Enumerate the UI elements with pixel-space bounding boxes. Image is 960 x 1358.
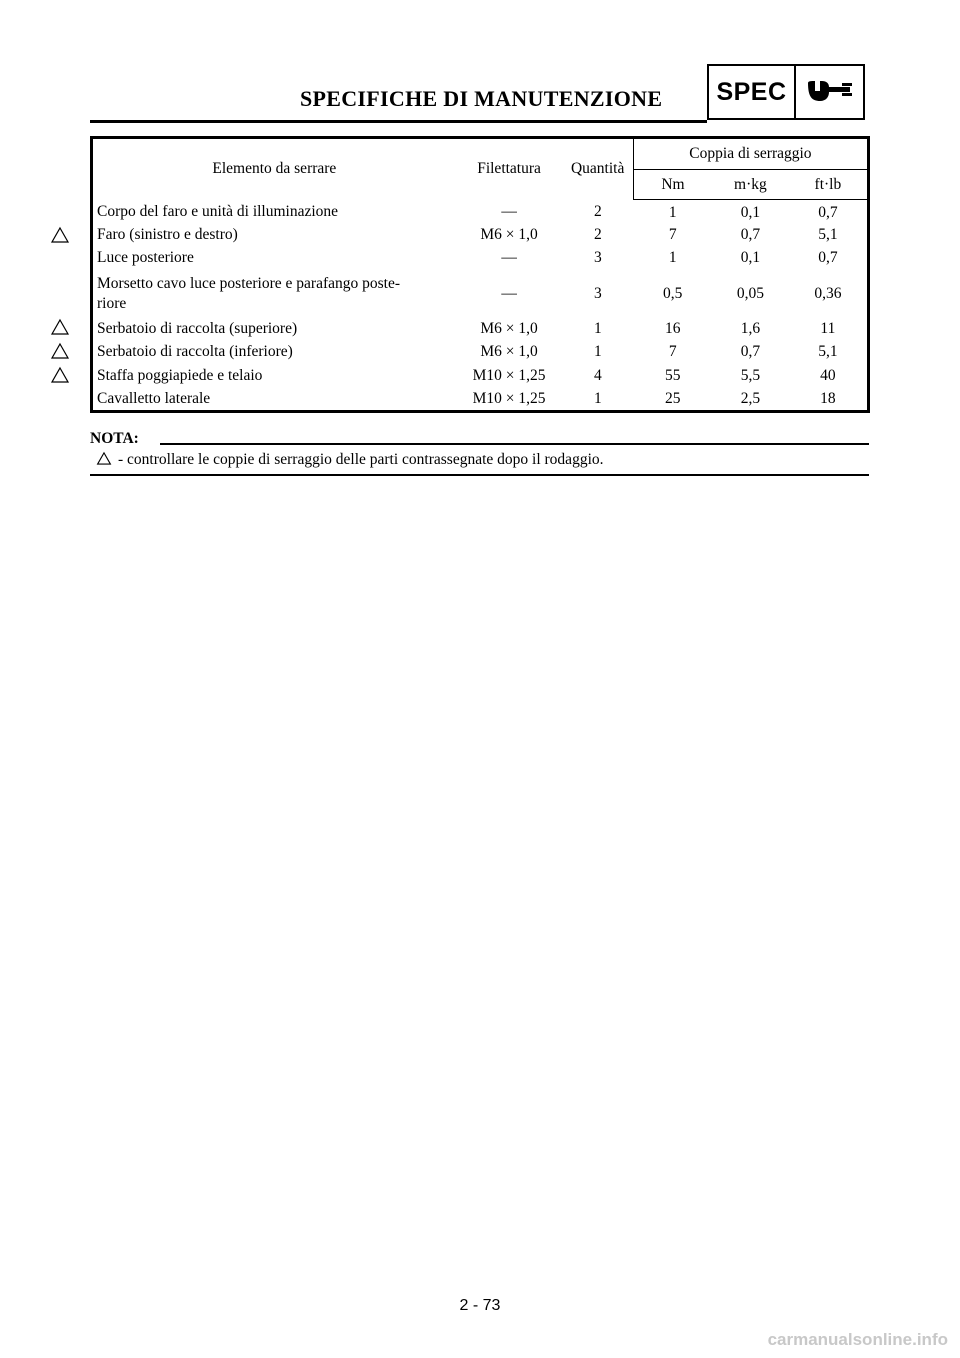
- cell-element: Serbatoio di raccolta (superiore): [92, 317, 456, 341]
- table-row: [92, 223, 869, 247]
- cell-mkg: 1,6: [740, 319, 761, 337]
- table-row: [92, 388, 869, 412]
- header-torque: Coppia di serraggio: [633, 138, 868, 170]
- cell-nm: 16: [664, 319, 681, 337]
- cell-nm: 55: [664, 366, 681, 384]
- cell-element: Faro (sinistro e destro): [92, 223, 456, 247]
- cell-qty: 2: [594, 225, 602, 243]
- table-row: [92, 317, 869, 341]
- triangle-mark-icon: [50, 318, 70, 336]
- cell-qty: 1: [562, 388, 633, 412]
- note-divider: [90, 474, 869, 476]
- cell-qty: 4: [594, 366, 602, 384]
- cell-ftlb: 11: [789, 317, 869, 341]
- cell-thread: M10 × 1,25: [456, 388, 563, 412]
- cell-element: [92, 270, 456, 317]
- table-row: [92, 364, 869, 388]
- cell-mkg: 0,7: [740, 343, 761, 361]
- cell-thread: M6 × 1,0: [480, 343, 538, 361]
- header-mkg: m·kg: [712, 170, 789, 200]
- cell-nm: 0,5: [663, 284, 683, 302]
- cell-element: Luce posteriore: [92, 247, 456, 271]
- cell-qty: 3: [594, 284, 602, 302]
- cell-qty: 1: [594, 319, 602, 337]
- header-nm: Nm: [633, 170, 712, 200]
- cell-element: Staffa poggiapiede e telaio: [92, 364, 456, 388]
- page-title: SPECIFICHE DI MANUTENZIONE: [300, 86, 663, 111]
- header-ftlb: ft·lb: [789, 170, 869, 200]
- triangle-mark-icon: [50, 342, 70, 360]
- cell-qty: 3: [594, 249, 602, 267]
- cell-ftlb: 5,1: [789, 223, 869, 247]
- cell-ftlb: 40: [789, 364, 869, 388]
- cell-ftlb: 18: [789, 388, 869, 412]
- spec-badge: [707, 64, 865, 120]
- cell-mkg: 0,05: [736, 284, 764, 302]
- cell-thread: M6 × 1,0: [480, 319, 538, 337]
- cell-mkg: 5,5: [740, 366, 761, 384]
- cell-element-line2: riore: [97, 294, 127, 312]
- cell-element-line1: Morsetto cavo luce posteriore e parafango poste-: [97, 274, 400, 292]
- cell-element: Corpo del faro e unità di illuminazione: [92, 200, 456, 224]
- triangle-mark-icon: [50, 366, 70, 384]
- header-quantity: Quantità: [562, 138, 633, 200]
- page-number: 2 - 73: [459, 1297, 501, 1314]
- cell-mkg: 0,1: [740, 203, 761, 221]
- note-divider: [160, 443, 869, 445]
- table-row: [92, 200, 869, 224]
- cell-nm: 7: [668, 343, 677, 361]
- watermark: carmanualsonline.info: [767, 1330, 948, 1349]
- header-thread: Filettatura: [456, 138, 563, 200]
- cell-ftlb: 0,36: [789, 270, 869, 317]
- cell-mkg: 2,5: [712, 388, 789, 412]
- cell-element: Serbatoio di raccolta (inferiore): [92, 341, 456, 365]
- note-body: - controllare le coppie di serraggio delle parti contrassegnate dopo il rodaggio.: [118, 451, 604, 468]
- cell-mkg: 0,1: [740, 249, 761, 267]
- header-rule: [90, 120, 707, 123]
- note-text: [96, 451, 604, 469]
- cell-nm: 1: [668, 203, 677, 221]
- cell-ftlb: 0,7: [789, 247, 869, 271]
- cell-thread: —: [501, 249, 517, 267]
- header-element: Elemento da serrare: [92, 138, 456, 200]
- triangle-mark-icon: [50, 226, 70, 244]
- cell-thread: M6 × 1,0: [480, 225, 538, 243]
- cell-mkg: 0,7: [740, 225, 761, 243]
- torque-spec-table: [90, 136, 870, 413]
- triangle-mark-icon: [96, 451, 112, 466]
- table-row: [92, 341, 869, 365]
- cell-thread: —: [501, 284, 517, 302]
- cell-thread: —: [501, 203, 517, 221]
- spec-badge-label: SPEC: [709, 66, 796, 118]
- cell-qty: 2: [594, 203, 602, 221]
- cell-nm: 25: [633, 388, 712, 412]
- wrench-icon: [796, 66, 863, 118]
- note-label: NOTA:: [90, 430, 139, 447]
- cell-element: Cavalletto laterale: [92, 388, 456, 412]
- cell-ftlb: 0,7: [789, 200, 869, 224]
- cell-qty: 1: [594, 343, 602, 361]
- table-row: [92, 270, 869, 317]
- cell-ftlb: 5,1: [789, 341, 869, 365]
- cell-nm: 1: [668, 249, 677, 267]
- table-row: [92, 247, 869, 271]
- cell-nm: 7: [668, 225, 677, 243]
- cell-thread: M10 × 1,25: [472, 366, 546, 384]
